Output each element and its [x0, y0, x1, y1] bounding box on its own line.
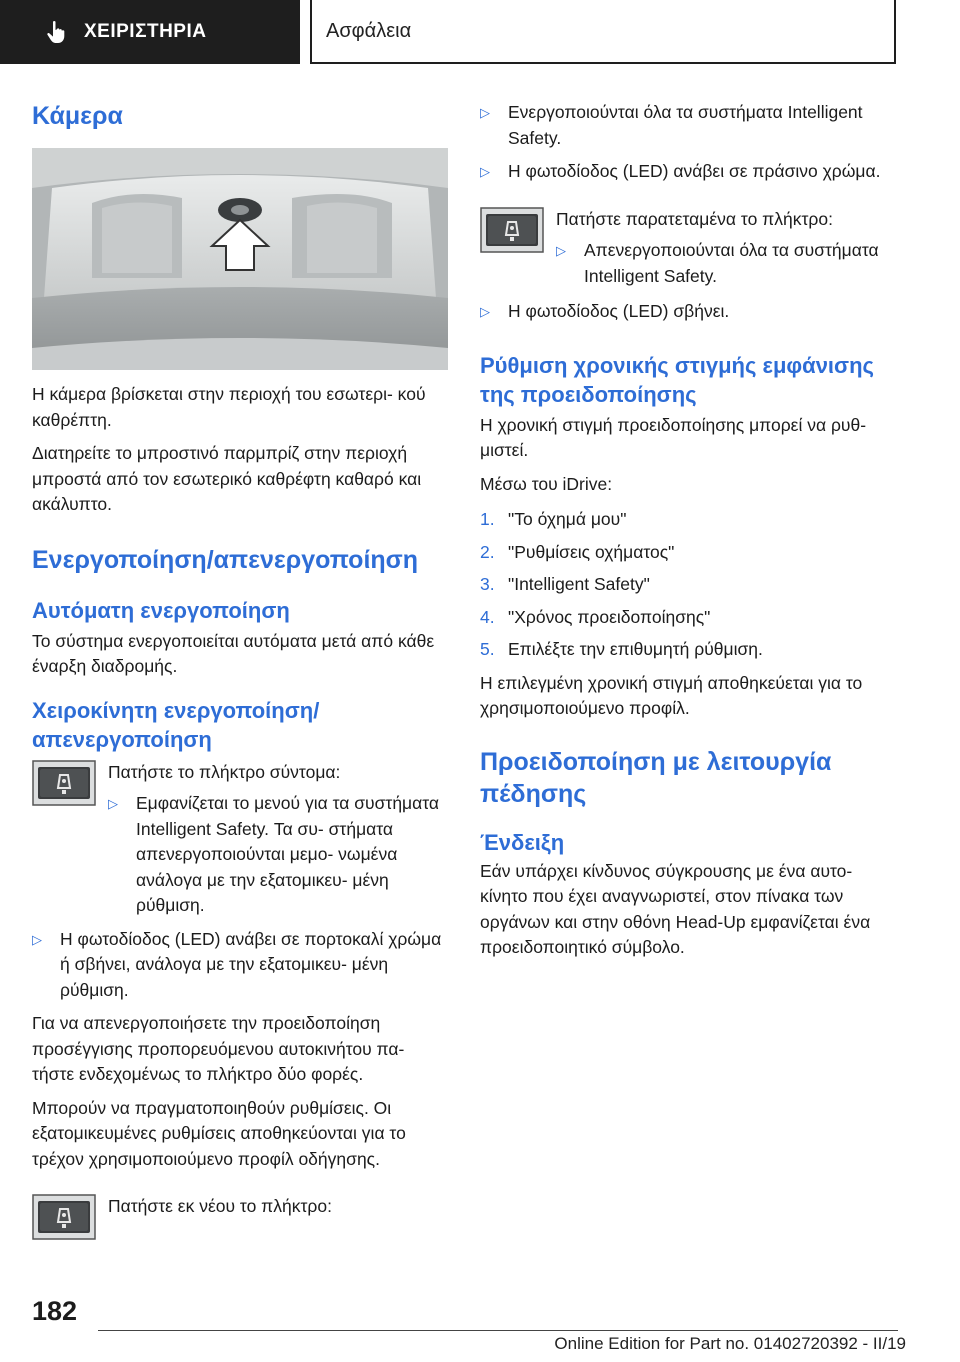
- idrive-steps-list: [480, 507, 898, 663]
- intelligent-safety-button-icon: [32, 760, 96, 806]
- list-item: 4. "Χρόνος προειδοποίησης": [480, 606, 711, 627]
- indication-heading: Ένδειξη: [480, 829, 565, 855]
- triangle-bullet-icon: ▷: [480, 105, 490, 120]
- timing-text: Η χρονική στιγμή προειδοποίησης μπορεί να ρυθ- μιστεί.: [480, 414, 867, 460]
- triangle-bullet-icon: ▷: [480, 164, 490, 179]
- onoff-heading: Ενεργοποίηση/απενεργοποίηση: [32, 545, 419, 574]
- page-number: 182: [32, 1296, 78, 1326]
- list-item: ▷ Ενεργοποιούνται όλα τα συστήματα Intelligent Safety.: [480, 100, 898, 151]
- list-item: ▷ Εμφανίζεται το μενού για τα συστήματα Intelligent Safety. Τα συ- στήματα απενεργοποιούνται μεμο- νωμένα ανάλογα με την εξατομικευ- μένη ρύθμιση.: [108, 791, 448, 919]
- list-item: ▷ Η φωτοδίοδος (LED) ανάβει σε πορτοκαλί χρώμα ή σβήνει, ανάλογα με την εξατομικευ- μένη ρύθμιση.: [32, 927, 448, 1004]
- chapter-header: [310, 0, 896, 64]
- press-long-text: Πατήστε παρατεταμένα το πλήκτρο:: [556, 208, 833, 229]
- list-item: 1. "Το όχημά μου": [480, 509, 627, 529]
- triangle-bullet-icon: ▷: [556, 243, 566, 258]
- triangle-bullet-icon: ▷: [32, 931, 42, 947]
- left-column: [32, 100, 448, 1240]
- brake-warning-heading: Προειδοποίηση με λειτουργία πέδησης: [480, 747, 832, 808]
- list-item: ▷ Η φωτοδίοδος (LED) ανάβει σε πράσινο χρώμα.: [480, 159, 898, 185]
- camera-heading: Κάμερα: [32, 102, 123, 130]
- timing-heading: Ρύθμιση χρονικής στιγμής εμφάνισης της προειδοποίησης: [480, 352, 874, 407]
- indication-text: Εάν υπάρχει κίνδυνος σύγκρουσης με ένα αυτο- κίνητο που έχει αναγνωριστεί, στον πίνακα των οργάνων και στην οθόνη Head-Up εμφανίζεται ένα προειδοποιητικό σύμβολο.: [480, 860, 871, 957]
- deactivate-warning-text: Για να απενεργοποιήσετε την προειδοποίηση προσέγγισης προπορευόμενου αυτοκινήτου πα- τήστε ενδεχομένως το πλήκτρο δύο φορές.: [32, 1013, 405, 1084]
- section-title: ΧΕΙΡΙΣΤΗΡΙΑ: [84, 21, 207, 42]
- camera-clean-text: Διατηρείτε το μπροστινό παρμπρίζ στην περιοχή μπροστά από τον εσωτερικό καθρέφτη καθαρό και ακάλυπτο.: [32, 443, 422, 514]
- triangle-bullet-icon: ▷: [480, 304, 490, 319]
- intelligent-safety-button-icon: [32, 1194, 96, 1240]
- hand-pointer-icon: [44, 19, 70, 45]
- press-again-text: Πατήστε εκ νέου το πλήκτρο:: [108, 1196, 332, 1216]
- press-short-text: Πατήστε το πλήκτρο σύντομα:: [108, 761, 341, 782]
- auto-activation-heading: Αυτόματη ενεργοποίηση: [32, 597, 290, 623]
- edition-footer: Online Edition for Part no. 01402720392 - II/19: [554, 1334, 906, 1353]
- auto-activation-text: Το σύστημα ενεργοποιείται αυτόματα μετά από κάθε έναρξη διαδρομής.: [32, 630, 435, 676]
- camera-location-text: Η κάμερα βρίσκεται στην περιοχή του εσωτερι- κού καθρέπτη.: [32, 384, 426, 430]
- list-item: 3. "Intelligent Safety": [480, 574, 650, 594]
- press-short-row: [32, 760, 448, 919]
- press-long-row: [480, 207, 898, 290]
- manual-activation-heading: Χειροκίνητη ενεργοποίηση/ απενεργοποίηση: [32, 697, 320, 752]
- list-item: 2. "Ρυθμίσεις οχήματος": [480, 541, 675, 562]
- camera-location-photo: [32, 148, 448, 370]
- intelligent-safety-button-icon: [480, 207, 544, 253]
- settings-text: Μπορούν να πραγματοποιηθούν ρυθμίσεις. Οι εξατομικευμένες ρυθμίσεις αποθηκεύονται για το τρέχον χρησιμοποιούμενο προφίλ οδήγησης.: [32, 1097, 406, 1169]
- section-tab[interactable]: [0, 0, 300, 64]
- right-column: [480, 100, 898, 961]
- triangle-bullet-icon: ▷: [108, 796, 118, 811]
- footer-divider: [98, 1330, 898, 1331]
- list-item: ▷ Η φωτοδίοδος (LED) σβήνει.: [480, 299, 898, 325]
- via-idrive-text: Μέσω του iDrive:: [480, 473, 613, 494]
- chapter-title: Ασφάλεια: [326, 19, 412, 42]
- saved-profile-text: Η επιλεγμένη χρονική στιγμή αποθηκεύεται για το χρησιμοποιούμενο προφίλ.: [480, 672, 863, 718]
- list-item: 5. Επιλέξτε την επιθυμητή ρύθμιση.: [480, 639, 763, 659]
- list-item: ▷ Απενεργοποιούνται όλα τα συστήματα Intelligent Safety.: [556, 238, 898, 289]
- press-again-row: [32, 1194, 448, 1240]
